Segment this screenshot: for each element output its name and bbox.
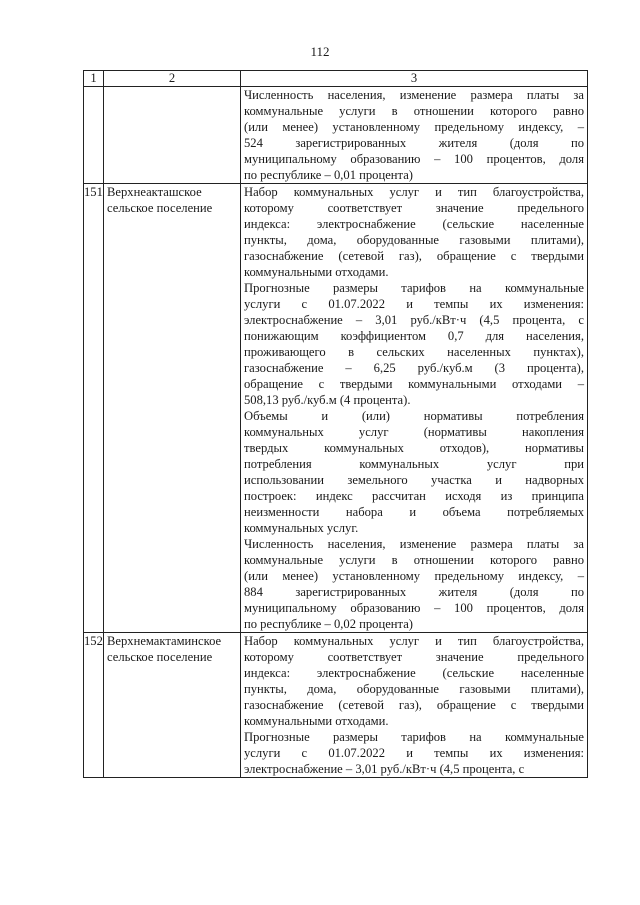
text-line: коммунальные услуги в отношении которого равно	[244, 553, 584, 567]
text-line: твердых коммунальных отходов), нормативы	[244, 441, 584, 455]
text-line: муниципальному образованию – 100 процентов, доля	[244, 601, 584, 615]
text-line: (или менее) установленному предельному индексу, –	[244, 120, 584, 134]
text-line: электроснабжение – 3,01 руб./кВт·ч (4,5 процента, с	[244, 762, 525, 776]
description-paragraph	[244, 729, 584, 777]
description-cell	[241, 633, 588, 778]
tariff-table	[83, 70, 588, 778]
description-paragraph	[244, 280, 584, 408]
row-number-cell: 152	[84, 633, 104, 778]
text-line: использовании земельного участка и надворных	[244, 473, 584, 487]
text-line: проживающего в сельских населенных пунктах),	[244, 345, 584, 359]
text-line: обращение с твердыми коммунальными отходами –	[244, 377, 584, 391]
table-row	[84, 633, 588, 778]
column-header-2: 2	[104, 71, 241, 87]
text-line: Численность населения, изменение размера платы за	[244, 537, 584, 551]
settlement-name-line: сельское поселение	[107, 650, 213, 664]
text-line: по республике – 0,02 процента)	[244, 617, 413, 631]
text-line: пункты, дома, оборудованные газовыми плитами),	[244, 233, 584, 247]
text-line: которому соответствует значение предельного	[244, 650, 584, 664]
text-line: электроснабжение – 3,01 руб./кВт·ч (4,5 процента, с	[244, 313, 584, 327]
table-row	[84, 184, 588, 633]
settlement-name-line: Верхнеакташское	[107, 185, 202, 199]
description-paragraph	[244, 184, 584, 280]
row-number-cell: 151	[84, 184, 104, 633]
continuation-num-cell	[84, 87, 104, 184]
continuation-name-cell	[104, 87, 241, 184]
text-line: (или менее) установленному предельному индексу, –	[244, 569, 584, 583]
text-line: коммунальные услуги в отношении которого равно	[244, 104, 584, 118]
text-line: услуги с 01.07.2022 и темпы их изменения:	[244, 746, 584, 760]
text-line: 524 зарегистрированных жителя (доля по	[244, 136, 584, 150]
column-header-3: 3	[241, 71, 588, 87]
text-line: коммунальных услуг.	[244, 521, 359, 535]
text-line: неизменности набора и объема потребляемых	[244, 505, 584, 519]
text-line: по республике – 0,01 процента)	[244, 168, 413, 182]
continuation-text-cell	[241, 87, 588, 184]
text-line: Численность населения, изменение размера платы за	[244, 88, 584, 102]
text-line: пункты, дома, оборудованные газовыми плитами),	[244, 682, 584, 696]
text-line: 508,13 руб./куб.м (4 процента).	[244, 393, 411, 407]
text-line: коммунальными отходами.	[244, 714, 389, 728]
text-line: коммунальных услуг (нормативы накопления	[244, 425, 584, 439]
text-line: газоснабжение (сетевой газ), обращение с твердыми	[244, 249, 584, 263]
text-line: Прогнозные размеры тарифов на коммунальные	[244, 281, 584, 295]
text-line: газоснабжение (сетевой газ), обращение с твердыми	[244, 698, 584, 712]
description-paragraph	[244, 408, 584, 536]
description-paragraph	[244, 633, 584, 729]
text-line: услуги с 01.07.2022 и темпы их изменения:	[244, 297, 584, 311]
text-line: муниципальному образованию – 100 процентов, доля	[244, 152, 584, 166]
settlement-name-line: сельское поселение	[107, 201, 213, 215]
text-line: Объемы и (или) нормативы потребления	[244, 409, 584, 423]
continuation-paragraph	[244, 87, 584, 183]
page-number: 112	[310, 44, 330, 59]
settlement-name-cell	[104, 633, 241, 778]
column-header-1: 1	[84, 71, 104, 87]
text-line: понижающим коэффициентом 0,7 для населения,	[244, 329, 584, 343]
description-cell	[241, 184, 588, 633]
continuation-row	[84, 87, 588, 184]
text-line: Набор коммунальных услуг и тип благоустройства,	[244, 634, 584, 648]
text-line: коммунальными отходами.	[244, 265, 389, 279]
text-line: которому соответствует значение предельного	[244, 201, 584, 215]
settlement-name-cell	[104, 184, 241, 633]
text-line: Набор коммунальных услуг и тип благоустройства,	[244, 185, 584, 199]
text-line: 884 зарегистрированных жителя (доля по	[244, 585, 584, 599]
text-line: индекса: электроснабжение (сельские населенные	[244, 217, 584, 231]
text-line: индекса: электроснабжение (сельские населенные	[244, 666, 584, 680]
table-header-row	[84, 71, 588, 87]
description-paragraph	[244, 536, 584, 632]
text-line: построек: индекс рассчитан исходя из принципа	[244, 489, 584, 503]
settlement-name-line: Верхнемактаминское	[107, 634, 222, 648]
text-line: газоснабжение – 6,25 руб./куб.м (3 процента),	[244, 361, 584, 375]
text-line: потребления коммунальных услуг при	[244, 457, 584, 471]
text-line: Прогнозные размеры тарифов на коммунальные	[244, 730, 584, 744]
